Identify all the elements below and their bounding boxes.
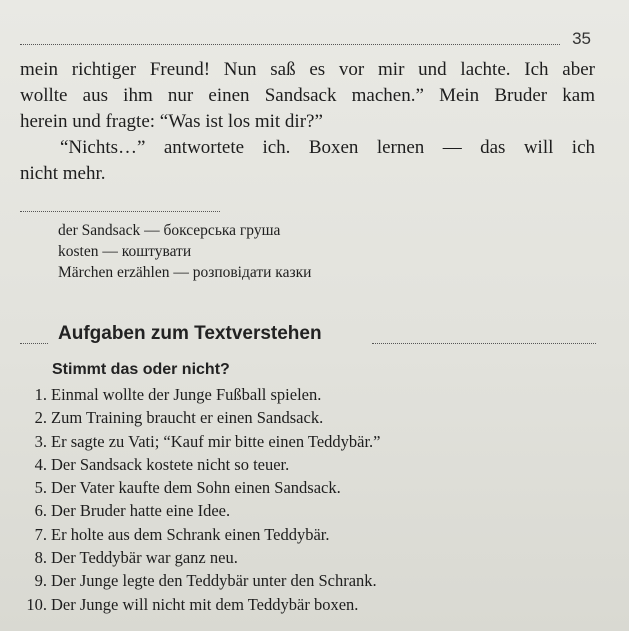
statement-number: 4. bbox=[34, 454, 47, 474]
exercise-heading: Stimmt das oder nicht? bbox=[52, 361, 230, 378]
page-number: 35 bbox=[572, 29, 591, 48]
statement-text: Zum Training braucht er einen Sandsack. bbox=[51, 408, 324, 428]
story-text bbox=[20, 57, 595, 187]
statement-item bbox=[18, 499, 381, 522]
statement-list bbox=[18, 383, 381, 616]
statement-item bbox=[18, 523, 381, 546]
statement-number: 10. bbox=[26, 594, 47, 614]
header-rule bbox=[20, 44, 560, 45]
statement-item bbox=[18, 453, 381, 476]
statement-text: Er holte aus dem Schrank einen Teddybär. bbox=[51, 524, 330, 544]
statement-item bbox=[18, 569, 381, 592]
statement-number: 3. bbox=[34, 431, 47, 451]
statement-item bbox=[18, 546, 381, 569]
story-line: herein und fragte: “Was ist los mit dir?” bbox=[20, 111, 323, 132]
section-rule-left bbox=[20, 343, 48, 344]
vocab-rule bbox=[20, 211, 220, 212]
statement-item bbox=[18, 593, 381, 616]
story-line: nicht mehr. bbox=[20, 163, 106, 184]
section-title: Aufgaben zum Textverstehen bbox=[58, 323, 322, 344]
statement-number: 7. bbox=[34, 524, 47, 544]
vocabulary-list bbox=[58, 220, 311, 283]
statement-number: 8. bbox=[34, 548, 47, 568]
section-rule-right bbox=[372, 343, 596, 344]
statement-item bbox=[18, 430, 381, 453]
statement-text: Der Junge will nicht mit dem Teddybär boxen. bbox=[51, 594, 359, 614]
statement-text: Der Teddybär war ganz neu. bbox=[51, 548, 238, 568]
statement-item bbox=[18, 476, 381, 499]
statement-item bbox=[18, 383, 381, 406]
statement-text: Der Sandsack kostete nicht so teuer. bbox=[51, 454, 290, 474]
vocab-item: kosten — коштувати bbox=[58, 243, 192, 260]
vocab-item: der Sandsack — боксерська груша bbox=[58, 222, 281, 239]
vocab-item: Märchen erzählen — розповідати казки bbox=[58, 264, 312, 281]
statement-text: Der Bruder hatte eine Idee. bbox=[51, 501, 231, 521]
statement-text: Einmal wollte der Junge Fußball spielen. bbox=[51, 385, 322, 404]
statement-number: 1. bbox=[34, 385, 47, 404]
statement-text: Er sagte zu Vati; “Kauf mir bitte einen Teddybär.” bbox=[51, 431, 381, 451]
statement-item bbox=[18, 406, 381, 429]
story-line: “Nichts…” antwortete ich. Boxen lernen — das will ich bbox=[60, 137, 595, 158]
statement-number: 2. bbox=[34, 408, 47, 428]
statement-number: 5. bbox=[34, 478, 47, 498]
statement-number: 9. bbox=[34, 571, 47, 591]
story-line: wollte aus ihm nur einen Sandsack machen.” Mein Bruder kam bbox=[20, 85, 595, 106]
statement-text: Der Vater kaufte dem Sohn einen Sandsack. bbox=[51, 478, 341, 498]
statement-number: 6. bbox=[34, 501, 47, 521]
statement-text: Der Junge legte den Teddybär unter den Schrank. bbox=[51, 571, 377, 591]
story-line: mein richtiger Freund! Nun saß es vor mir und lachte. Ich aber bbox=[20, 59, 595, 80]
